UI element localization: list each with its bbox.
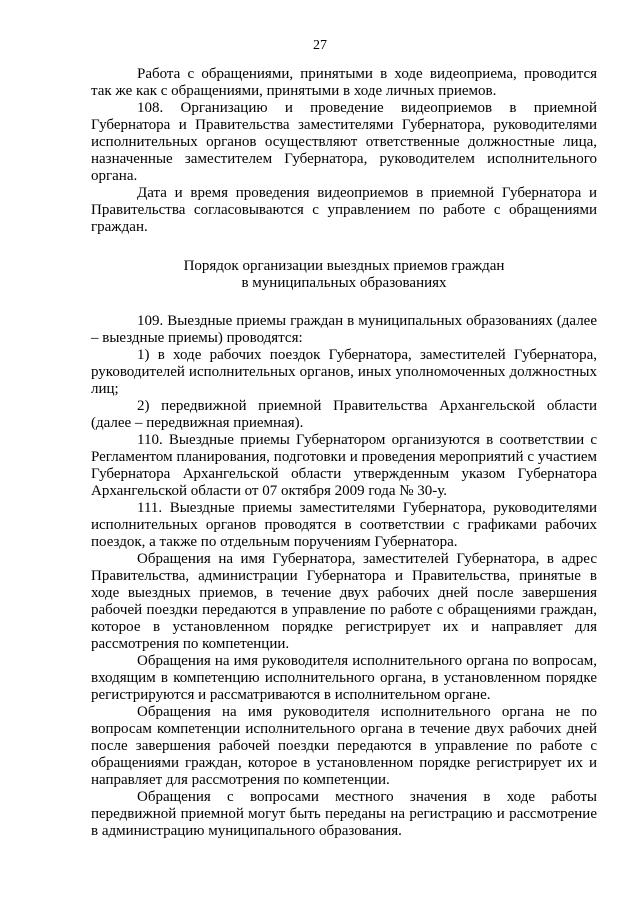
paragraph-111: 111. Выездные приемы заместителями Губернатора, руководителями исполнительных органов проводятся в соответствии с графиками рабочих поездок, а также по отдельным поручениям Губернатора.: [91, 500, 597, 550]
paragraph: Обращения на имя Губернатора, заместителей Губернатора, в адрес Правительства, администрации Губернатора и Правительства, принятые в ходе выездных приемов, в течение двух рабочих дней после завершения рабочей поездки передаются в управление по работе с обращениями граждан, которое в установленном порядке регистрирует их и направляет для рассмотрения по компетенции.: [91, 551, 597, 652]
section-heading: [91, 258, 597, 292]
paragraph-109: 109. Выездные приемы граждан в муниципальных образованиях (далее – выездные приемы) проводятся:: [91, 313, 597, 346]
section-heading-line: Порядок организации выездных приемов граждан: [183, 258, 505, 274]
paragraph: Работа с обращениями, принятыми в ходе видеоприема, проводится так же как с обращениями, принятыми в ходе личных приемов.: [91, 66, 597, 99]
document-body: [91, 66, 597, 840]
paragraph: Обращения с вопросами местного значения в ходе работы передвижной приемной могут быть переданы на регистрацию и рассмотрение в администрацию муниципального образования.: [91, 789, 597, 839]
list-item: 1) в ходе рабочих поездок Губернатора, заместителей Губернатора, руководителей исполнительных органов, иных уполномоченных должностных лиц;: [91, 347, 597, 397]
list-item: 2) передвижной приемной Правительства Архангельской области (далее – передвижная приемная).: [91, 398, 597, 431]
section-heading-line: в муниципальных образованиях: [241, 275, 447, 291]
paragraph: Обращения на имя руководителя исполнительного органа не по вопросам компетенции исполнительного органа в течение двух рабочих дней после завершения рабочей поездки передаются в управление по работе с обращениями граждан, которое в установленном порядке регистрирует их и направляет для рассмотрения по компетенции.: [91, 704, 597, 788]
paragraph: Дата и время проведения видеоприемов в приемной Губернатора и Правительства согласовываются с управлением по работе с обращениями граждан.: [91, 185, 597, 235]
page-number: 27: [313, 38, 327, 53]
paragraph-108: 108. Организацию и проведение видеоприемов в приемной Губернатора и Правительства заместителями Губернатора, руководителями исполнительных органов осуществляют ответственные должностные лица, назначенные заместителем Губернатора, руководителем исполнительного органа.: [91, 100, 597, 184]
paragraph: Обращения на имя руководителя исполнительного органа по вопросам, входящим в компетенцию исполнительного органа, в установленном порядке регистрируются и рассматриваются в исполнительном органе.: [91, 653, 597, 703]
paragraph-110: 110. Выездные приемы Губернатором организуются в соответствии с Регламентом планирования, подготовки и проведения мероприятий с участием Губернатора Архангельской области утвержденным указом Губернатора Архангельской области от 07 октября 2009 года № 30-у.: [91, 432, 597, 499]
